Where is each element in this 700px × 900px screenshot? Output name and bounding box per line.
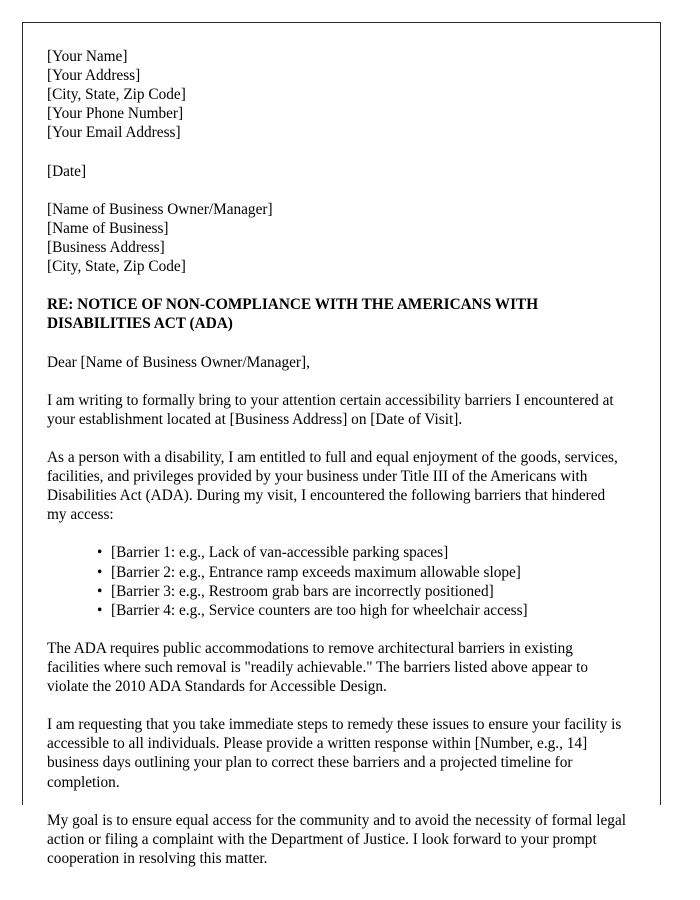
list-item [47, 601, 628, 620]
list-item-label: [Barrier 1: e.g., Lack of van-accessible parking spaces] [111, 544, 449, 562]
recipient-city-line: [City, State, Zip Code] [47, 258, 186, 276]
spacer [47, 333, 628, 352]
sender-email-line: [Your Email Address] [47, 124, 181, 142]
spacer [47, 792, 628, 811]
spacer [47, 524, 628, 543]
bullet-icon: • [97, 601, 103, 619]
spacer [47, 372, 628, 391]
bullet-icon: • [97, 544, 103, 562]
body-paragraph-4: I am requesting that you take immediate steps to remedy these issues to ensure your facility is accessible to all individuals. Please provide a written response within [Number, e.g., 14] business days outlining your plan to correct these barriers and a projected timeline for completion. [47, 716, 622, 791]
list-item-label: [Barrier 3: e.g., Restroom grab bars are incorrectly positioned] [111, 582, 494, 600]
spacer [47, 181, 628, 200]
sender-address-block [47, 47, 628, 142]
spacer [47, 142, 628, 161]
body-paragraph-2: As a person with a disability, I am entitled to full and equal enjoyment of the goods, services, facilities, and privileges provided by your business under Title III of the Americans with Disabilities Act (ADA). During my visit, I encountered the following barriers that hindered my access: [47, 448, 618, 524]
sender-phone-line: [Your Phone Number] [47, 105, 184, 123]
list-item-label: [Barrier 4: e.g., Service counters are too high for wheelchair access] [111, 601, 528, 619]
document-page [22, 22, 661, 867]
body-paragraph-3: The ADA requires public accommodations to remove architectural barriers in existing facilities where such removal is "readily achievable." The barriers listed above appear to violate the 2010 ADA Standards for Accessible Design. [47, 639, 589, 696]
spacer [47, 696, 628, 715]
barriers-list [47, 543, 628, 619]
letter-body [47, 47, 628, 868]
sender-name-line: [Your Name] [47, 48, 128, 65]
list-item [47, 563, 628, 582]
spacer [47, 429, 628, 448]
list-item [47, 582, 628, 601]
sender-street-line: [Your Address] [47, 67, 141, 85]
sender-city-line: [City, State, Zip Code] [47, 86, 186, 104]
bullet-icon: • [97, 582, 103, 600]
date-line: [Date] [47, 162, 87, 180]
salutation-line: Dear [Name of Business Owner/Manager], [47, 353, 310, 371]
bullet-icon: • [97, 563, 103, 581]
list-item [47, 543, 628, 562]
spacer [47, 620, 628, 639]
recipient-address-block [47, 200, 628, 276]
body-paragraph-1: I am writing to formally bring to your attention certain accessibility barriers I encountered at your establishment located at [Business Address] on [Date of Visit]. [47, 391, 614, 428]
body-paragraph-5: My goal is to ensure equal access for the community and to avoid the necessity of formal legal action or filing a complaint with the Department of Justice. I look forward to your prompt cooperation in resolving this matter. [47, 811, 626, 867]
recipient-business-line: [Name of Business] [47, 219, 169, 237]
recipient-street-line: [Business Address] [47, 238, 165, 256]
subject-line: RE: NOTICE OF NON-COMPLIANCE WITH THE AMERICANS WITH DISABILITIES ACT (ADA) [47, 296, 539, 333]
recipient-name-line: [Name of Business Owner/Manager] [47, 200, 273, 218]
spacer [47, 276, 628, 295]
page-content-area [23, 23, 660, 868]
list-item-label: [Barrier 2: e.g., Entrance ramp exceeds maximum allowable slope] [111, 563, 521, 581]
